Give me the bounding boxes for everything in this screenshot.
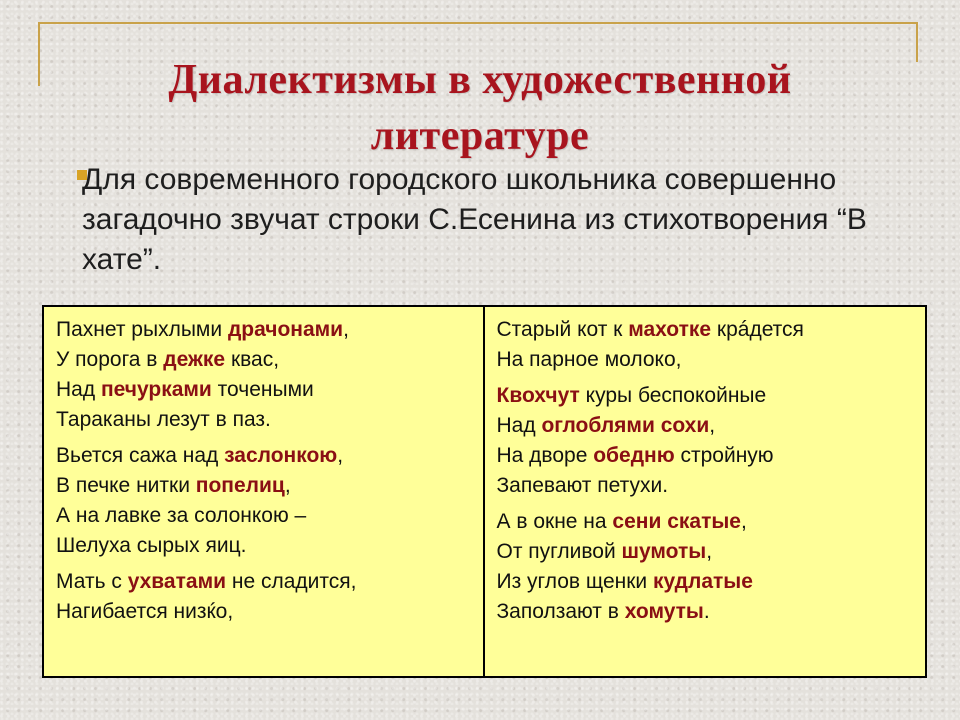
poem-text: Тараканы лезут в паз. xyxy=(56,408,271,431)
poem-stanza xyxy=(497,315,914,375)
poem-line xyxy=(497,507,914,537)
dialect-word: хомуты xyxy=(624,600,704,623)
poem-text: Мать с xyxy=(56,570,128,593)
poem-text: Вьется сажа над xyxy=(56,444,225,467)
poem-text: На парное молоко, xyxy=(496,348,682,371)
poem-line xyxy=(56,471,471,501)
dialect-word: печурками xyxy=(100,378,212,401)
dialect-word: сени скатые xyxy=(612,510,741,533)
poem-stanza xyxy=(497,507,914,627)
poem-text: , xyxy=(709,414,716,437)
poem-line xyxy=(56,405,471,435)
poem-line xyxy=(497,537,914,567)
poem-text: На дворе xyxy=(496,444,594,467)
poem-text: От пугливой xyxy=(496,540,622,563)
poem-line xyxy=(56,567,471,597)
poem-line xyxy=(497,441,914,471)
poem-text: Старый кот к xyxy=(496,318,629,341)
dialect-word: шумоты xyxy=(621,540,707,563)
poem-text: Нагибается низќо, xyxy=(56,600,234,623)
poem-text: Заползают в xyxy=(496,600,625,623)
poem-line xyxy=(497,381,914,411)
poem-column-left xyxy=(44,307,485,676)
dialect-word: попелиц xyxy=(195,474,285,497)
poem-text: куры беспокойные xyxy=(579,384,767,407)
frame-line-top xyxy=(38,22,918,24)
poem-text: , xyxy=(706,540,713,563)
poem-text: , xyxy=(343,318,349,341)
poem-line xyxy=(56,501,471,531)
dialect-word: заслонкою xyxy=(224,444,338,467)
poem-text: У порога в xyxy=(56,348,164,371)
poem-stanza xyxy=(56,315,471,435)
dialect-word: Квохчут xyxy=(496,384,580,407)
poem-text: Шелуха сырых яиц. xyxy=(56,534,247,557)
poem-stanza xyxy=(56,441,471,561)
poem-text: Запевают петухи. xyxy=(496,474,669,497)
poem-text: А на лавке за солонкою – xyxy=(56,504,307,527)
poem-line xyxy=(56,531,471,561)
dialect-word: оглоблями сохи xyxy=(541,414,710,437)
poem-line xyxy=(56,375,471,405)
poem-line xyxy=(56,315,471,345)
poem-text: крáдется xyxy=(711,318,804,341)
poem-table xyxy=(42,305,927,678)
poem-line xyxy=(56,597,471,627)
poem-line xyxy=(497,345,914,375)
poem-text: . xyxy=(703,600,710,623)
poem-line xyxy=(497,597,914,627)
poem-line xyxy=(56,345,471,375)
poem-text: А в окне на xyxy=(496,510,613,533)
dialect-word: обедню xyxy=(593,444,675,467)
dialect-word: дежке xyxy=(163,348,226,371)
poem-line xyxy=(497,315,914,345)
poem-line xyxy=(497,411,914,441)
poem-text: Над xyxy=(496,414,542,437)
poem-text: Над xyxy=(56,378,101,401)
dialect-word: ухватами xyxy=(127,570,227,593)
poem-text: В печке нитки xyxy=(56,474,196,497)
poem-text: Из углов щенки xyxy=(496,570,653,593)
dialect-word: махотке xyxy=(628,318,712,341)
frame-line-right xyxy=(916,22,918,62)
poem-text: , xyxy=(740,510,747,533)
poem-stanza xyxy=(497,381,914,501)
frame-line-left xyxy=(38,22,40,86)
intro-text: Для современного городского школьника совершенно загадочно звучат строки С.Есенина из стихотворения “В хате”. xyxy=(82,163,867,276)
poem-line xyxy=(497,471,914,501)
poem-line xyxy=(497,567,914,597)
poem-line xyxy=(56,441,471,471)
dialect-word: кудлатые xyxy=(653,570,753,593)
poem-text: , xyxy=(284,474,291,497)
poem-stanza xyxy=(56,567,471,627)
poem-column-right xyxy=(485,307,926,676)
poem-text: Пахнет рыхлыми xyxy=(56,318,228,341)
poem-text: квас, xyxy=(225,348,280,371)
slide-title: Диалектизмы в художественной литературе xyxy=(168,57,792,159)
poem-text: точеными xyxy=(211,378,314,401)
poem-text: , xyxy=(337,444,344,467)
poem-text: не сладится, xyxy=(226,570,357,593)
dialect-word: драчонами xyxy=(227,318,344,341)
poem-text: стройную xyxy=(674,444,774,467)
